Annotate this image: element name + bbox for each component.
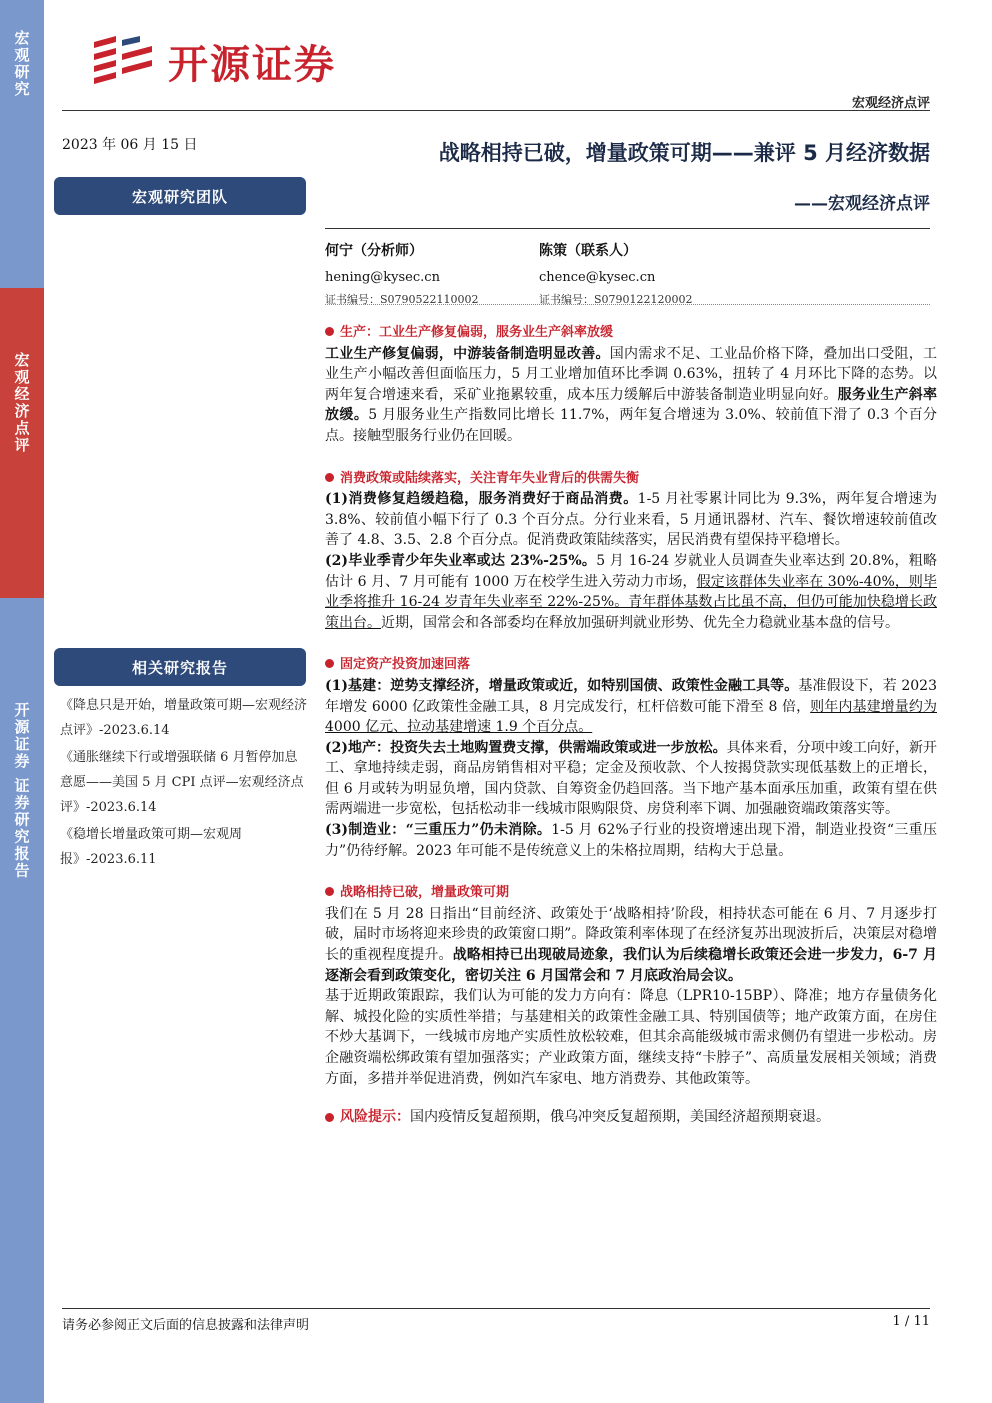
main-content [325,315,937,1128]
bold-lead: (1)基建：逆势支撑经济，增量政策或近，如特别国债、政策性金融工具等。 [325,677,799,694]
body-text: 具体来看，分项中竣工向好，新开工、拿地持续走弱，商品房销售相对平稳；定金及预收款、个人按揭贷款实现低基数上的正增长，但 6 月或转为明显负增，国内贷款、自筹资金仍趋回落。当下地产基本面承压加重，政策有望在供需两端进一步宽松，包括松动非一线城市限购限贷、房贷利率下调、加强融资端政策落实等。 [325,739,937,818]
bold-lead: 战略相持已出现破局迹象，我们认为后续稳增长政策还会进一步发力，6-7 月逐渐会看到政策变化，密切关注 6 月国常会和 7 月底政治局会议。 [325,947,937,984]
report-category: 宏观经济点评 [851,96,930,111]
footer-disclaimer: 请务必参阅正文后面的信息披露和法律声明 [62,1318,310,1333]
paragraph [325,489,937,551]
section-title-text: 消费政策或陆续落实，关注青年失业背后的供需失衡 [340,470,640,486]
body-text: 我们在 5 月 28 日指出“目前经济、政策处于‘战略相持’阶段，相持状态可能在 6 月、7 月逐步打破，届时市场将迎来珍贵的政策窗口期”。降政策利率体现了在经济复苏出现波折后，决策层对稳增长的重视程度提升。 [325,905,937,964]
report-title: 战略相持已破，增量政策可期——兼评 5 月经济数据 [438,141,930,165]
report-subtitle: ——宏观经济点评 [794,194,930,214]
footer-divider [62,1308,930,1309]
author-email[interactable]: chence@kysec.cn [539,270,656,285]
bullet-dot-icon [325,1113,334,1122]
company-logo [90,32,336,90]
related-report-link[interactable]: 《稳增长增量政策可期—宏观周报》-2023.6.11 [60,827,243,867]
risk-label: 风险提示： [340,1109,410,1126]
bold-lead: (2)地产：投资失去土地购置费支撑，供需端政策或进一步放松。 [325,739,727,756]
bold-lead: (3)制造业：“三重压力”仍未消除。 [325,822,552,839]
band-mid-label: 宏观经济点评 [12,352,31,454]
paragraph [325,986,937,1089]
author-name: 陈策（联系人） [539,243,637,259]
body-text: 5 月服务业生产指数同比增长 11.7%，两年复合增速为 3.0%、较前值下滑了 0.3 个百分点。接触型服务行业仍在回暖。 [325,407,938,444]
related-reports-list [60,693,310,874]
header-divider [62,110,930,111]
team-header: 宏观研究团队 [54,177,306,215]
bullet-dot-icon [325,327,334,336]
section-title-text: 固定资产投资加速回落 [340,657,471,673]
side-band-bottom [0,598,44,1403]
logo-text: 开源证券 [168,41,336,88]
risk-text: 国内疫情反复超预期，俄乌冲突反复超预期，美国经济超预期衰退。 [410,1109,830,1126]
paragraph [325,904,937,986]
page-number: 1 / 11 [892,1314,930,1329]
paragraph [325,676,937,738]
logo-mark-icon [90,32,160,90]
section-heading [325,469,937,490]
author-cert: 证书编号：S0790122120002 [539,293,693,306]
section-title-text: 生产：工业生产修复偏弱，服务业生产斜率放缓 [340,325,614,340]
side-band-top [0,0,44,288]
paragraph [325,738,937,820]
section-title-text: 战略相持已破，增量政策可期 [340,885,510,901]
body-text: 5 月 16-24 岁就业人员调查失业率达到 20.8%，粗略估计 6 月、7 月可能有 1000 万在校学生进入劳动力市场， [325,552,937,590]
risk-warning [325,1107,937,1128]
paragraph [325,344,937,447]
body-text: 近期，国常会和各部委均在释放加强研判就业形势、优先全力稳就业基本盘的信号。 [381,614,899,631]
bold-lead: 服务业生产斜率放缓。 [325,386,938,424]
body-text: 基于近期政策跟踪，我们认为可能的发力方向有：降息（LPR10-15BP）、降准；地方存量债务化解、城投化险的实质性举措；与基建相关的政策性金融工具、特别国债等；地产政策方面，在房住不炒大基调下，一线城市房地产实质性放松较难，但其余高能级城市需求侧仍有望进一步松动。房企融资端松绑政策有望加强落实；产业政策方面，继续支持“卡脖子”、高质量发展相关领域；消费方面，多措并举促进消费，例如汽车家电、地方消费券、其他政策等。 [325,988,937,1087]
author-cert: 证书编号：S0790522110002 [325,293,479,306]
band-bottom-label: 开源证券 证券研究报告 [12,701,31,880]
bold-lead: (2)毕业季青少年失业率或达 23%-25%。 [325,552,597,569]
bullet-dot-icon [325,659,334,668]
body-text: 基准假设下，若 2023 年增发 6000 亿政策性金融工具，8 月完成发行，杠杆倍数可能下滑至 8 倍， [325,677,937,715]
body-text: 国内需求不足、工业品价格下降，叠加出口受阻，工业生产小幅改善但面临压力，5 月工业增加值环比季调 0.63%，扭转了 4 月环比下降的态势。以两年复合增速来看，采矿业拖累较重，成本压力缓解后中游装备制造业明显向好。 [325,345,938,403]
related-report-link[interactable]: 《通胀继续下行或增强联储 6 月暂停加息意愿——美国 5 月 CPI 点评—宏观经济点评》-2023.6.14 [60,750,304,815]
bullet-dot-icon [325,887,334,896]
bold-lead: (1)消费修复趋缓趋稳，服务消费好于商品消费。 [325,491,638,508]
section-heading [325,883,937,904]
author-name: 何宁（分析师） [325,243,423,259]
body-text: 1-5 月 62%子行业的投资增速出现下滑，制造业投资“三重压力”仍待纾解。2023 年可能不是传统意义上的朱格拉周期，结构大于总量。 [325,822,937,859]
section-heading [325,323,937,344]
title-divider [325,228,930,229]
bold-lead: 工业生产修复偏弱，中游装备制造明显改善。 [325,345,610,362]
side-band-mid [0,288,44,598]
body-text: 1-5 月社零累计同比为 9.3%，两年复合增速为 3.8%、较前值小幅下行了 0.3 个百分点。分行业来看，5 月通讯器材、汽车、餐饮增速较前值改善了 4.8、3.5、2.8 个百分点。促消费政策陆续落实，居民消费有望保持平稳增长。 [325,491,937,549]
underlined-text: 则年内基建增量约为 4000 亿元、拉动基建增速 1.9 个百分点。 [325,698,937,736]
author-card [325,240,545,307]
band-top-label: 宏观研究 [12,30,31,98]
paragraph [325,820,937,861]
underlined-text: 假定该群体失业率在 30%-40%，则毕业季将推升 16-24 岁青年失业率至 22%-25%。青年群体基数占比虽不高，但仍可能加快稳增长政策出台。 [325,573,937,631]
section-heading [325,655,937,676]
report-date: 2023 年 06 月 15 日 [62,137,198,153]
author-card [539,240,759,307]
related-reports-header: 相关研究报告 [54,648,306,686]
authors-divider [325,304,930,305]
related-report-link[interactable]: 《降息只是开始，增量政策可期—宏观经济点评》-2023.6.14 [60,698,308,738]
bullet-dot-icon [325,473,334,482]
author-email[interactable]: hening@kysec.cn [325,270,440,285]
paragraph [325,551,937,633]
